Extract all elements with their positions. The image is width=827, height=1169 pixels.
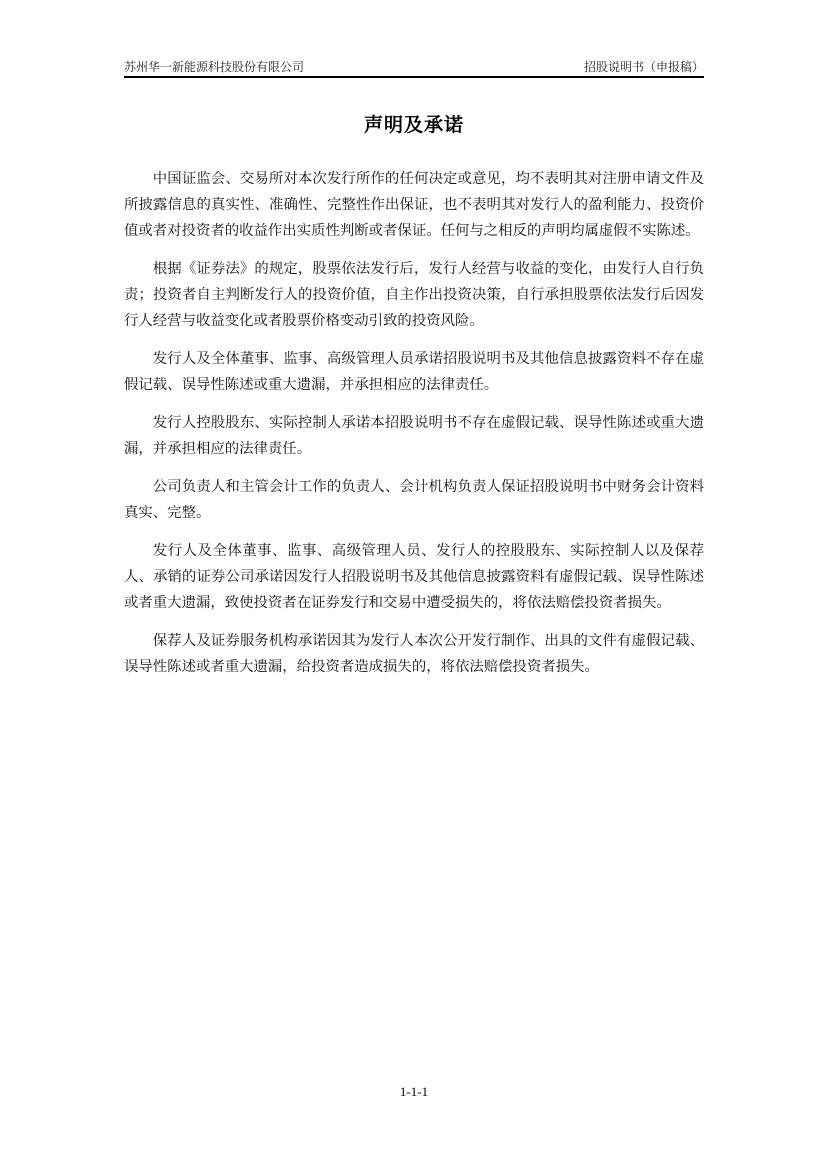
paragraph-3: 发行人及全体董事、监事、高级管理人员承诺招股说明书及其他信息披露资料不存在虚假记载、误导性陈述或重大遗漏，并承担相应的法律责任。 (124, 351, 704, 393)
document-body (124, 166, 704, 692)
header-company-name: 苏州华一新能源科技股份有限公司 (124, 60, 305, 74)
header-document-type: 招股说明书（申报稿） (583, 60, 704, 74)
paragraph-2: 根据《证券法》的规定，股票依法发行后，发行人经营与收益的变化，由发行人自行负责；投资者自主判断发行人的投资价值，自主作出投资决策，自行承担股票依法发行后因发行人经营与收益变化或者股票价格变动引致的投资风险。 (124, 261, 704, 329)
paragraph-4: 发行人控股股东、实际控制人承诺本招股说明书不存在虚假记载、误导性陈述或重大遗漏，并承担相应的法律责任。 (124, 415, 704, 457)
paragraph-1: 中国证监会、交易所对本次发行所作的任何决定或意见，均不表明其对注册申请文件及所披露信息的真实性、准确性、完整性作出保证，也不表明其对发行人的盈利能力、投资价值或者对投资者的收益作出实质性判断或者保证。任何与之相反的声明均属虚假不实陈述。 (124, 171, 704, 239)
paragraph-6: 发行人及全体董事、监事、高级管理人员、发行人的控股股东、实际控制人以及保荐人、承销的证券公司承诺因发行人招股说明书及其他信息披露资料有虚假记载、误导性陈述或者重大遗漏，致使投资者在证券发行和交易中遭受损失的，将依法赔偿投资者损失。 (124, 543, 704, 611)
page-number: 1-1-1 (399, 1084, 429, 1099)
page-header (124, 58, 704, 76)
header-divider (124, 76, 704, 78)
page-title: 声明及承诺 (363, 114, 464, 136)
paragraph-5: 公司负责人和主管会计工作的负责人、会计机构负责人保证招股说明书中财务会计资料真实、完整。 (124, 479, 704, 521)
paragraph-7: 保荐人及证券服务机构承诺因其为发行人本次公开发行制作、出具的文件有虚假记载、误导性陈述或者重大遗漏，给投资者造成损失的，将依法赔偿投资者损失。 (124, 633, 704, 675)
